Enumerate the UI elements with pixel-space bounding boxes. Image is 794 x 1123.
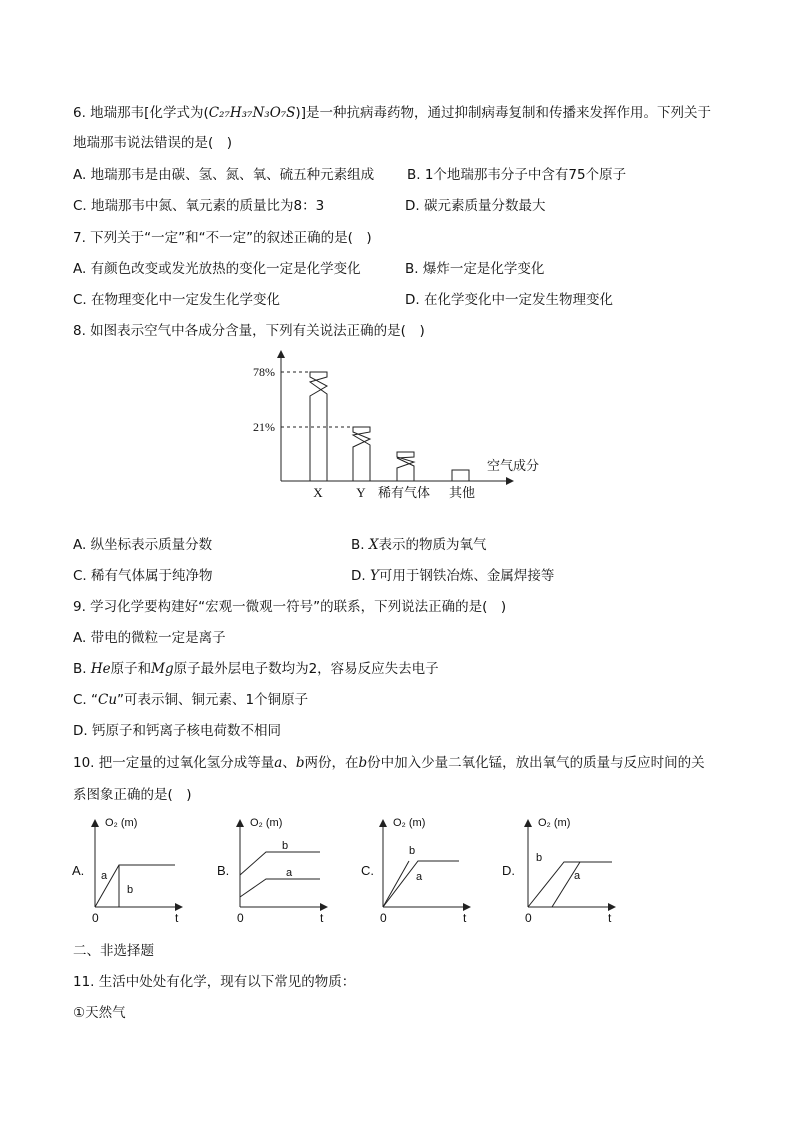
graph-y-label: O₂ (m) — [393, 817, 426, 829]
q8-option-b: B. X表示的物质为氧气 — [351, 537, 487, 553]
bar-3 — [452, 470, 469, 481]
q9-option-b: B. He原子和Mg原子最外层电子数均为2，容易反应失去电子 — [73, 661, 439, 677]
graph-x-label: t — [608, 911, 612, 925]
graph-y-label: O₂ (m) — [105, 817, 138, 829]
q6-stem-line2: 地瑞那韦说法错误的是( ) — [73, 135, 233, 151]
q7-option-c: C. 在物理变化中一定发生化学变化 — [73, 292, 281, 308]
graph-curve-label: b — [127, 884, 134, 896]
graph-origin-label: 0 — [525, 911, 532, 925]
q7-option-b: B. 爆炸一定是化学变化 — [405, 261, 545, 277]
graph-option-label: D. — [502, 863, 515, 878]
graph-x-label: t — [320, 911, 324, 925]
graph-x-label: t — [175, 911, 179, 925]
bar-0 — [310, 372, 327, 481]
bar-2 — [397, 452, 414, 481]
graph-option-label: A. — [72, 863, 85, 878]
bar-1 — [353, 427, 370, 481]
graph-y-label: O₂ (m) — [538, 817, 571, 829]
graph-curve-label: b — [409, 845, 416, 857]
graph-option-label: B. — [217, 863, 230, 878]
graph-origin-label: 0 — [380, 911, 387, 925]
graph-origin-label: 0 — [237, 911, 244, 925]
graph-curve-second — [552, 862, 580, 907]
q10-stem-line2: 系图象正确的是( ) — [73, 787, 192, 803]
graph-curve-first — [383, 861, 459, 907]
graph-curve-label: b — [536, 852, 543, 864]
graph-c — [361, 817, 469, 925]
x-tick-label: X — [313, 485, 323, 500]
graph-curve-label: b — [282, 840, 289, 852]
graph-option-label: C. — [361, 863, 374, 878]
section-heading: 二、非选择题 — [73, 943, 154, 959]
q9-option-c: C. “Cu”可表示铜、铜元素、1个铜原子 — [73, 692, 309, 708]
q8-option-d: D. Y可用于钢铁冶炼、金属焊接等 — [351, 568, 555, 584]
q6-option-c: C. 地瑞那韦中氮、氧元素的质量比为8：3 — [73, 198, 325, 214]
q6-stem-line1: 6. 地瑞那韦[化学式为(C₂₇H₃₇N₃O₇S)]是一种抗病毒药物，通过抑制病毒复制和传播来发挥作用。下列关于 — [73, 105, 711, 121]
q7-option-d: D. 在化学变化中一定发生物理变化 — [405, 292, 613, 308]
graph-curve-label: a — [574, 870, 581, 882]
q11-stem: 11. 生活中处处有化学，现有以下常见的物质： — [73, 974, 356, 990]
x-tick-label: Y — [356, 485, 366, 500]
graph-curve-label: a — [286, 867, 293, 879]
q6-option-d: D. 碳元素质量分数最大 — [405, 198, 546, 214]
q11-item-1: ①天然气 — [73, 1005, 126, 1021]
graph-origin-label: 0 — [92, 911, 99, 925]
q7-stem: 7. 下列关于“一定”和“不一定”的叙述正确的是( ) — [73, 230, 372, 246]
graph-curve-label: a — [416, 871, 423, 883]
q9-option-d: D. 钙原子和钙离子核电荷数不相同 — [73, 723, 281, 739]
graph-curve-second — [240, 879, 320, 897]
graph-curve-first — [528, 862, 612, 907]
x-tick-label: 其他 — [448, 486, 476, 501]
q9-stem: 9. 学习化学要构建好“宏观一微观一符号”的联系，下列说法正确的是( ) — [73, 599, 507, 615]
graph-curve-label: a — [101, 870, 108, 882]
graph-x-label: t — [463, 911, 467, 925]
graph-curve-first — [95, 865, 175, 907]
q6-formula: C₂₇H₃₇N₃O₇S — [208, 105, 296, 121]
q10-stem-line1: 10. 把一定量的过氧化氢分成等量a、b两份，在b份中加入少量二氧化锰，放出氧气的质量与反应时间的关 — [73, 755, 705, 771]
x-tick-label: 稀有气体 — [377, 486, 431, 501]
q8-stem: 8. 如图表示空气中各成分含量，下列有关说法正确的是( ) — [73, 323, 425, 339]
q8-option-a: A. 纵坐标表示质量分数 — [73, 537, 213, 553]
graph-d — [502, 817, 614, 925]
graph-curve-first — [240, 852, 320, 875]
q7-option-a: A. 有颜色改变或发光放热的变化一定是化学变化 — [73, 261, 361, 277]
q9-option-a: A. 带电的微粒一定是离子 — [73, 630, 226, 646]
graph-a — [72, 817, 181, 925]
q6-option-b: B. 1个地瑞那韦分子中含有75个原子 — [407, 167, 627, 183]
graph-y-label: O₂ (m) — [250, 817, 283, 829]
y-tick-label: 78% — [253, 365, 275, 379]
graph-b — [217, 817, 326, 925]
y-tick-label: 21% — [253, 420, 275, 434]
q8-option-c: C. 稀有气体属于纯净物 — [73, 568, 213, 584]
q6-option-a: A. 地瑞那韦是由碳、氢、氮、氧、硫五种元素组成 — [73, 167, 375, 183]
x-axis-label: 空气成分 — [487, 459, 540, 474]
graph-curve-second — [383, 861, 409, 907]
